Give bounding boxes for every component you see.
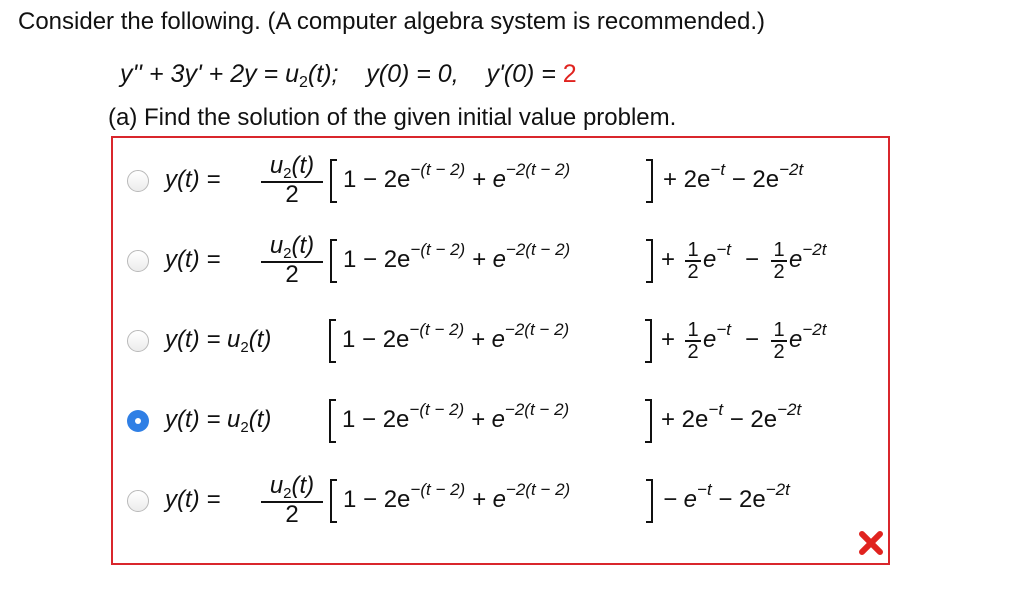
option-4-formula	[165, 392, 865, 452]
half-den: 2	[687, 261, 699, 283]
half-fraction-2	[771, 320, 787, 362]
half-fraction-1	[685, 320, 701, 362]
lhs-sub: 2	[240, 339, 249, 356]
tail-1: + 2e	[663, 166, 711, 193]
answer-option-3[interactable]	[113, 312, 888, 372]
exp1: −(t − 2)	[410, 240, 466, 259]
part-a-prompt: (a) Find the solution of the given initial value problem.	[108, 104, 677, 131]
half-num: 1	[685, 320, 701, 342]
lhs: y(t) =	[165, 166, 221, 193]
question-intro: Consider the following. (A computer algebra system is recommended.)	[18, 8, 765, 35]
exp2: −2(t − 2)	[504, 320, 570, 339]
half-den: 2	[687, 341, 699, 363]
trailing-terms	[663, 160, 804, 194]
exp4: −2t	[777, 400, 802, 419]
exp3: −t	[708, 400, 724, 419]
frac-num-sub: 2	[283, 245, 292, 262]
frac-num: u	[269, 152, 284, 179]
equation-subscript: 2	[299, 74, 308, 91]
frac-num: u	[269, 232, 284, 259]
exp2: −2(t − 2)	[505, 160, 571, 179]
minus-sign: −	[745, 246, 760, 273]
answer-choices-box	[111, 136, 890, 565]
option-2-formula	[165, 232, 865, 292]
exp-term-2	[789, 320, 827, 354]
trailing-terms	[663, 480, 790, 514]
bracket-body	[343, 240, 571, 274]
lhs: y(t) =	[165, 246, 221, 273]
e-base: e	[703, 326, 717, 353]
bracket-inner: 1 − 2e	[342, 326, 410, 353]
option-1-formula	[165, 152, 865, 212]
frac-den: 2	[285, 261, 299, 288]
exp1: −(t − 2)	[409, 400, 465, 419]
exp4: −2t	[765, 480, 790, 499]
frac-num-tail: (t)	[291, 152, 315, 179]
radio-button-2[interactable]	[127, 250, 149, 272]
problem-statement	[120, 60, 577, 89]
exp2: −2(t − 2)	[505, 480, 571, 499]
exp2: −2(t − 2)	[505, 240, 571, 259]
lhs-text: y(t) = u	[165, 406, 241, 433]
tail-1: + 2e	[661, 406, 709, 433]
mid-term: + e	[470, 406, 505, 433]
right-bracket	[643, 238, 655, 284]
e-base: e	[703, 246, 717, 273]
frac-num-sub: 2	[283, 165, 292, 182]
left-bracket	[328, 158, 340, 204]
radio-button-5[interactable]	[127, 490, 149, 512]
e-base: e	[789, 246, 803, 273]
exp3: −t	[697, 480, 712, 499]
radio-button-4-selected[interactable]	[127, 410, 149, 432]
lhs	[165, 406, 271, 434]
lhs-text: y(t) = u	[165, 326, 241, 353]
half-den: 2	[773, 261, 785, 283]
tail-2: − 2e	[718, 486, 766, 513]
option-5-formula	[165, 472, 865, 532]
half-fraction-1	[685, 240, 701, 282]
bracket-inner: 1 − 2e	[343, 486, 411, 513]
bracket-body	[343, 160, 571, 194]
half-fraction-2	[771, 240, 787, 282]
exp4: −2t	[779, 160, 804, 179]
right-bracket	[643, 158, 655, 204]
frac-num-tail: (t)	[291, 232, 315, 259]
bracket-body	[342, 400, 570, 434]
radio-button-1[interactable]	[127, 170, 149, 192]
half-num: 1	[771, 320, 787, 342]
tail-2: − 2e	[729, 406, 778, 433]
left-bracket	[327, 318, 339, 364]
tail-1: − e	[663, 486, 698, 513]
equation-tail: (t);	[307, 60, 339, 88]
initial-condition-2-value: 2	[562, 60, 577, 88]
equation-text: y'' + 3y' + 2y = u	[120, 60, 300, 88]
bracket-inner: 1 − 2e	[342, 406, 410, 433]
exp1: −(t − 2)	[410, 480, 466, 499]
initial-condition-1: y(0) = 0,	[366, 60, 459, 88]
mid-term: + e	[471, 166, 506, 193]
exp3: −t	[710, 160, 726, 179]
lhs: y(t) =	[165, 486, 221, 513]
lhs	[165, 326, 271, 354]
exp4: −2t	[802, 240, 827, 259]
trailing-terms	[661, 400, 802, 434]
exp3: −t	[716, 240, 732, 259]
fraction	[261, 234, 323, 287]
option-3-formula	[165, 312, 865, 372]
exp2: −2(t − 2)	[504, 400, 570, 419]
answer-option-2[interactable]	[113, 232, 888, 292]
bracket-body	[342, 320, 570, 354]
frac-num-sub: 2	[283, 485, 292, 502]
radio-button-3[interactable]	[127, 330, 149, 352]
plus-sign: +	[661, 246, 676, 273]
bracket-inner: 1 − 2e	[343, 166, 411, 193]
exp-term-1	[703, 240, 732, 274]
exp-term-2	[789, 240, 827, 274]
lhs-tail: (t)	[248, 406, 272, 433]
half-num: 1	[685, 240, 701, 262]
x-mark-icon	[858, 530, 884, 556]
answer-option-5[interactable]	[113, 472, 888, 532]
mid-term: + e	[471, 246, 506, 273]
half-den: 2	[773, 341, 785, 363]
left-bracket	[328, 478, 340, 524]
lhs-tail: (t)	[248, 326, 272, 353]
half-num: 1	[771, 240, 787, 262]
frac-den: 2	[285, 181, 299, 208]
exp1: −(t − 2)	[409, 320, 465, 339]
bracket-inner: 1 − 2e	[343, 246, 411, 273]
exp3: −t	[716, 320, 732, 339]
right-bracket	[642, 398, 654, 444]
frac-num: u	[269, 472, 284, 499]
right-bracket	[642, 318, 654, 364]
lhs-sub: 2	[240, 419, 249, 436]
frac-num-tail: (t)	[291, 472, 315, 499]
left-bracket	[327, 398, 339, 444]
minus-sign: −	[745, 326, 760, 353]
left-bracket	[328, 238, 340, 284]
mid-term: + e	[471, 486, 506, 513]
mid-term: + e	[470, 326, 505, 353]
plus-sign: +	[661, 326, 676, 353]
e-base: e	[789, 326, 803, 353]
exp-term-1	[703, 320, 732, 354]
bracket-body	[343, 480, 571, 514]
answer-option-1[interactable]	[113, 152, 888, 212]
exp4: −2t	[802, 320, 827, 339]
answer-option-4[interactable]	[113, 392, 888, 452]
fraction	[261, 154, 323, 207]
exp1: −(t − 2)	[410, 160, 466, 179]
tail-2: − 2e	[731, 166, 780, 193]
fraction	[261, 474, 323, 527]
right-bracket	[643, 478, 655, 524]
initial-condition-2-lhs: y'(0) =	[486, 60, 563, 88]
frac-den: 2	[285, 501, 299, 528]
